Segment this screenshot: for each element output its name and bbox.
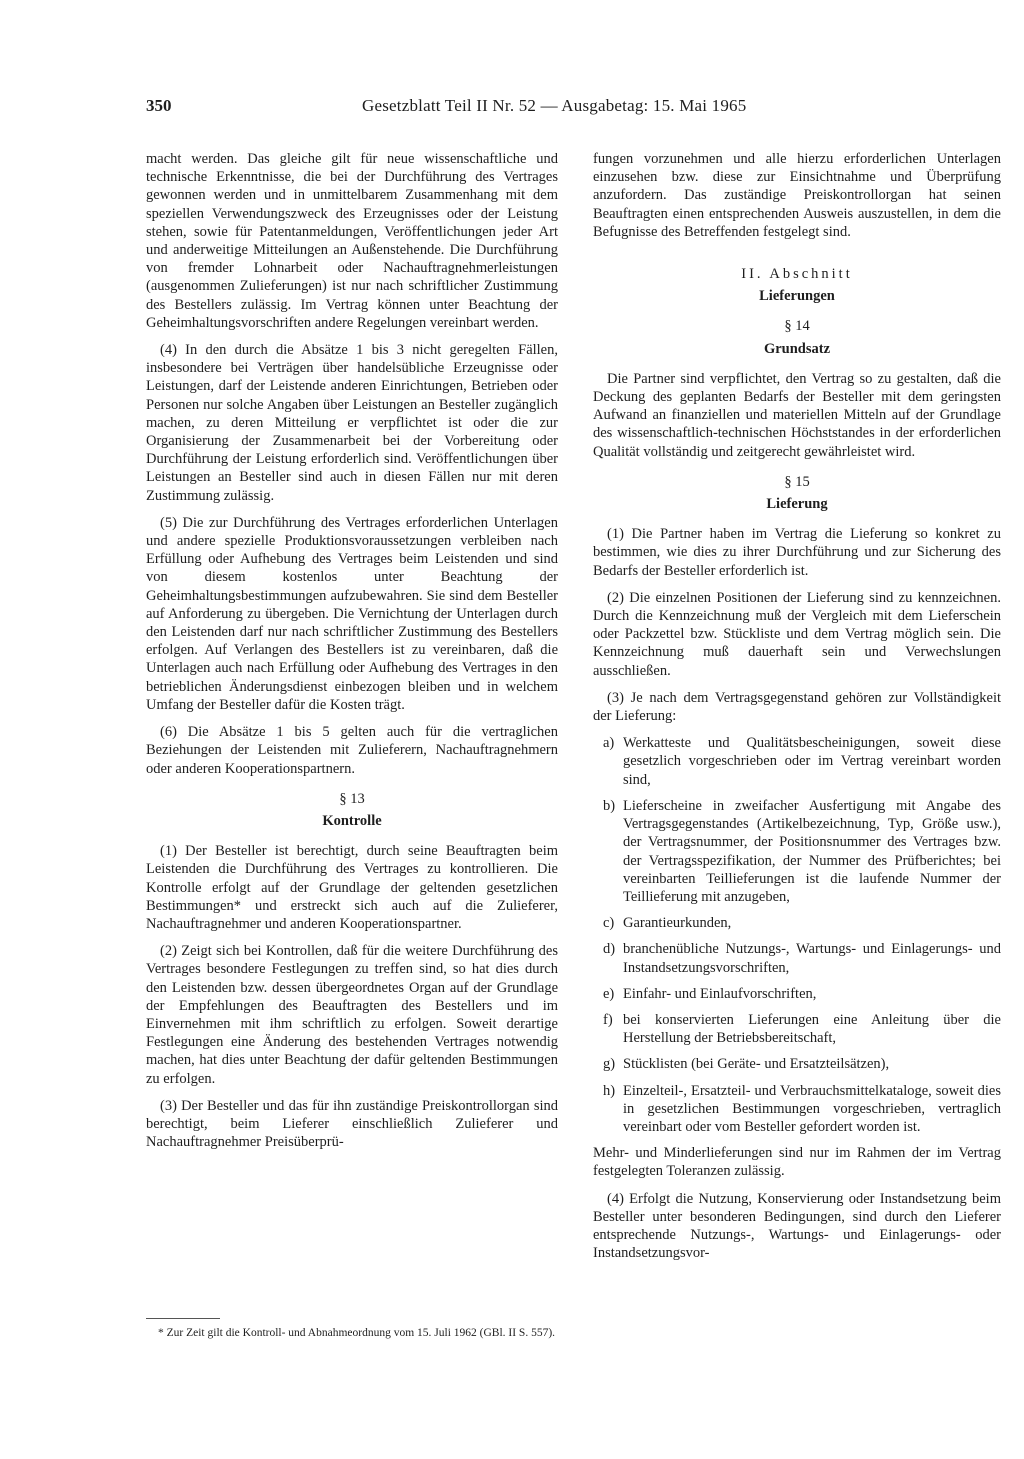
section-13-title: Kontrolle (322, 812, 382, 829)
list-item-text: Lieferscheine in zweifacher Ausfertigung mit Angabe des Vertragsgegenstandes (Artikelbezeichnung, Typ, Größe usw.), der Vertragsnummer, der Positionsnummer des Vertrages bzw. der Vertragsspezifikation, der Nummer des Prüfberichtes; bei vereinbarten Teillieferungen ist die laufende Nummer der Teillieferung mit anzugeben, (623, 797, 1001, 905)
section-13-number: § 13 (339, 790, 365, 807)
list-item-label: b) (603, 797, 616, 814)
paragraph-5: (5) Die zur Durchführung des Vertrages erforderlichen Unterlagen und andere spezielle Produktionsvoraussetzungen verbleiben nach Erfüllung oder Aufhebung des Vertrages beim Leistenden und sind von diesem kostenlos unter Beachtung der Geheimhaltungsbestimmungen aufzubewahren. Sie sind dem Besteller auf Anforderung zu übergeben. Die Vernichtung der Unterlagen durch den Leistenden darf nur nach schriftlicher Zustimmung des Bestellers erfolgen. Auf Verlangen des Bestellers ist zu vereinbaren, daß die Unterlagen auch nach Erfüllung oder Aufhebung des Vertrages in den betrieblichen Änderungsdienst einbezogen bleiben und in welchem Umfang der Besteller dafür die Kosten trägt. (146, 514, 558, 713)
section-15-paragraph-3: (3) Je nach dem Vertragsgegenstand gehören zur Vollständigkeit der Lieferung: (593, 689, 1001, 725)
section-15-tolerance-note: Mehr- und Minderlieferungen sind nur im Rahmen der im Vertrag festgelegten Toleranzen zulässig. (593, 1145, 1001, 1180)
paragraph-6: (6) Die Absätze 1 bis 5 gelten auch für die vertraglichen Beziehungen der Leistenden mit Zulieferern, Nachauftragnehmern oder anderen Kooperationspartnern. (146, 724, 558, 777)
paragraph-continued-right: fungen vorzunehmen und alle hierzu erforderlichen Unterlagen einzusehen bzw. diese zur Einsichtnahme und Überprüfung anzufordern. Das zuständige Preiskontrollorgan hat seinen Beauftragten einen entsprechenden Ausweis auszustellen, in dem die Befugnisse des Betreffenden festgelegt sind. (593, 151, 1001, 240)
list-item-text: Stücklisten (bei Geräte- und Ersatzteilsätzen), (623, 1056, 890, 1073)
list-item (593, 797, 1001, 906)
running-head: Gesetzblatt Teil II Nr. 52 — Ausgabetag: 15. Mai 1965 (362, 96, 747, 115)
list-item (593, 914, 1001, 932)
list-item-label: f) (603, 1011, 613, 1028)
list-item (593, 940, 1001, 976)
section-15-number: § 15 (784, 473, 810, 490)
list-item-label: a) (603, 735, 615, 752)
section-15-title: Lieferung (766, 496, 828, 513)
part-title: II. Abschnitt (741, 266, 853, 283)
section-13-paragraph-3: (3) Der Besteller und das für ihn zuständige Preiskontrollorgan sind berechtigt, beim Lieferer einschließlich Zulieferer und Nachauftragnehmer Preisüberprü- (146, 1097, 558, 1151)
list-item (593, 1055, 1001, 1073)
right-column (593, 150, 1001, 1271)
footnote-rule (146, 1318, 220, 1319)
left-column (146, 150, 558, 1160)
list-item-text: Werkatteste und Qualitätsbescheinigungen, soweit diese gesetzlich vorgeschrieben oder im Vertrag vereinbart worden sind, (623, 735, 1001, 788)
section-15-paragraph-4: (4) Erfolgt die Nutzung, Konservierung oder Instandsetzung beim Besteller unter besonderen Bedingungen, sind durch den Lieferer entsprechende Nutzungs-, Wartungs- und Einlagerungs- oder Instandsetzungsvor- (593, 1190, 1001, 1262)
list-item-label: h) (603, 1082, 616, 1099)
list-item-label: g) (603, 1056, 616, 1073)
part-subtitle: Lieferungen (759, 288, 835, 305)
paragraph-4: (4) In den durch die Absätze 1 bis 3 nicht geregelten Fällen, insbesondere bei Verträgen über handelsübliche Erzeugnisse oder Leistungen, darf der Leistende anderen Einrichtungen, Betrieben oder Personen nur solche Angaben über Leistungen an Besteller zugänglich machen, zu deren Mitteilung er verpflichtet ist oder die zur Organisierung der Zusammenarbeit bei der Vorbereitung oder Durchführung der Leistung erforderlich sind. Veröffentlichungen über Leistungen an Besteller sind auch in diesen Fällen nur mit deren Zustimmung zulässig. (146, 342, 558, 504)
page-number: 350 (146, 96, 172, 115)
list-item-label: c) (603, 915, 615, 932)
list-item-text: bei konservierten Lieferungen eine Anleitung über die Herstellung der Betriebsbereitschaft, (623, 1011, 1001, 1047)
list-item (593, 734, 1001, 789)
footnote: * Zur Zeit gilt die Kontroll- und Abnahmeordnung vom 15. Juli 1962 (GBl. II S. 557). (158, 1327, 556, 1339)
section-15-paragraph-2: (2) Die einzelnen Positionen der Lieferung sind zu kennzeichnen. Durch die Kennzeichnung muß der Vergleich mit dem Lieferschein oder Packzettel bzw. Stückliste und dem Vertrag möglich sein. Die Kennzeichnung muß dauerhaft sein und Verwechslungen ausschließen. (593, 589, 1001, 679)
section-15-paragraph-1: (1) Die Partner haben im Vertrag die Lieferung so konkret zu bestimmen, wie dies zu ihrer Durchführung und zur Sicherung des Bedarfs der Besteller erforderlich ist. (593, 526, 1001, 579)
list-item (593, 1011, 1001, 1047)
list-item-text: Garantieurkunden, (623, 915, 732, 932)
list-item-text: branchenübliche Nutzungs-, Wartungs- und Einlagerungs- und Instandsetzungsvorschriften, (623, 941, 1001, 976)
section-13-paragraph-2: (2) Zeigt sich bei Kontrollen, daß für die weitere Durchführung des Vertrages besondere Festlegungen zu treffen sind, so hat dies durch den Leistenden bzw. dessen übergeordnetes Organ auf der Grundlage der Empfehlungen des Beauftragten des Bestellers und im Einvernehmen mit ihm schriftlich zu erfolgen. Soweit derartige Festlegungen eine Änderung des bestehenden Vertrages notwendig machen, hat dies unter Beachtung der dafür geltenden Bestimmungen zu erfolgen. (146, 943, 558, 1087)
list-item (593, 985, 1001, 1003)
section-14-number: § 14 (784, 318, 810, 335)
delivery-items-list (593, 734, 1001, 1136)
paragraph-continued: macht werden. Das gleiche gilt für neue wissenschaftliche und technische Erkenntnisse, die bei der Durchführung des Vertrages gewonnen werden und in unmittelbarem Zusammenhang mit dem speziellen Verwendungszweck des Erzeugnisses oder der Leistung stehen, sowie für Patentanmeldungen, Veröffentlichungen jeder Art und anderweitige Mitteilungen an Außenstehende. Die Durchführung von fremder Lohnarbeit oder Nachauftragnehmerleistungen (ausgenommen Zulieferungen) ist nur nach schriftlicher Zustimmung des Bestellers zulässig. Im Vertrag können unter Beachtung der Geheimhaltungsvorschriften andere Regelungen vereinbart werden. (146, 151, 558, 331)
section-14-title: Grundsatz (763, 340, 831, 357)
section-13-paragraph-1: (1) Der Besteller ist berechtigt, durch seine Beauftragten beim Leistenden die Durchführung des Vertrages zu kontrollieren. Die Kontrolle erfolgt auf der Grundlage der geltenden gesetzlichen Bestimmungen* und erstreckt sich auch auf die Zulieferer, Nachauftragnehmer und anderen Kooperationspartner. (146, 843, 558, 932)
list-item-label: d) (603, 941, 616, 958)
list-item-text: Einzelteil-, Ersatzteil- und Verbrauchsmittelkataloge, soweit dies in gesetzlichen Bestimmungen vorgeschrieben, vertraglich vereinbart oder vom Besteller gefordert worden ist. (623, 1082, 1001, 1135)
list-item (593, 1082, 1001, 1137)
section-14-paragraph: Die Partner sind verpflichtet, den Vertrag so zu gestalten, daß die Deckung des geplanten Bedarfs der Besteller mit dem geringsten Aufwand an finanziellen und materiellen Mitteln auf der Grundlage des wissenschaftlich-technischen Höchststandes in der erforderlichen Qualität vollständig und zeitgerecht gewährleistet wird. (593, 370, 1001, 460)
list-item-label: e) (603, 985, 615, 1002)
list-item-text: Einfahr- und Einlaufvorschriften, (623, 985, 817, 1002)
